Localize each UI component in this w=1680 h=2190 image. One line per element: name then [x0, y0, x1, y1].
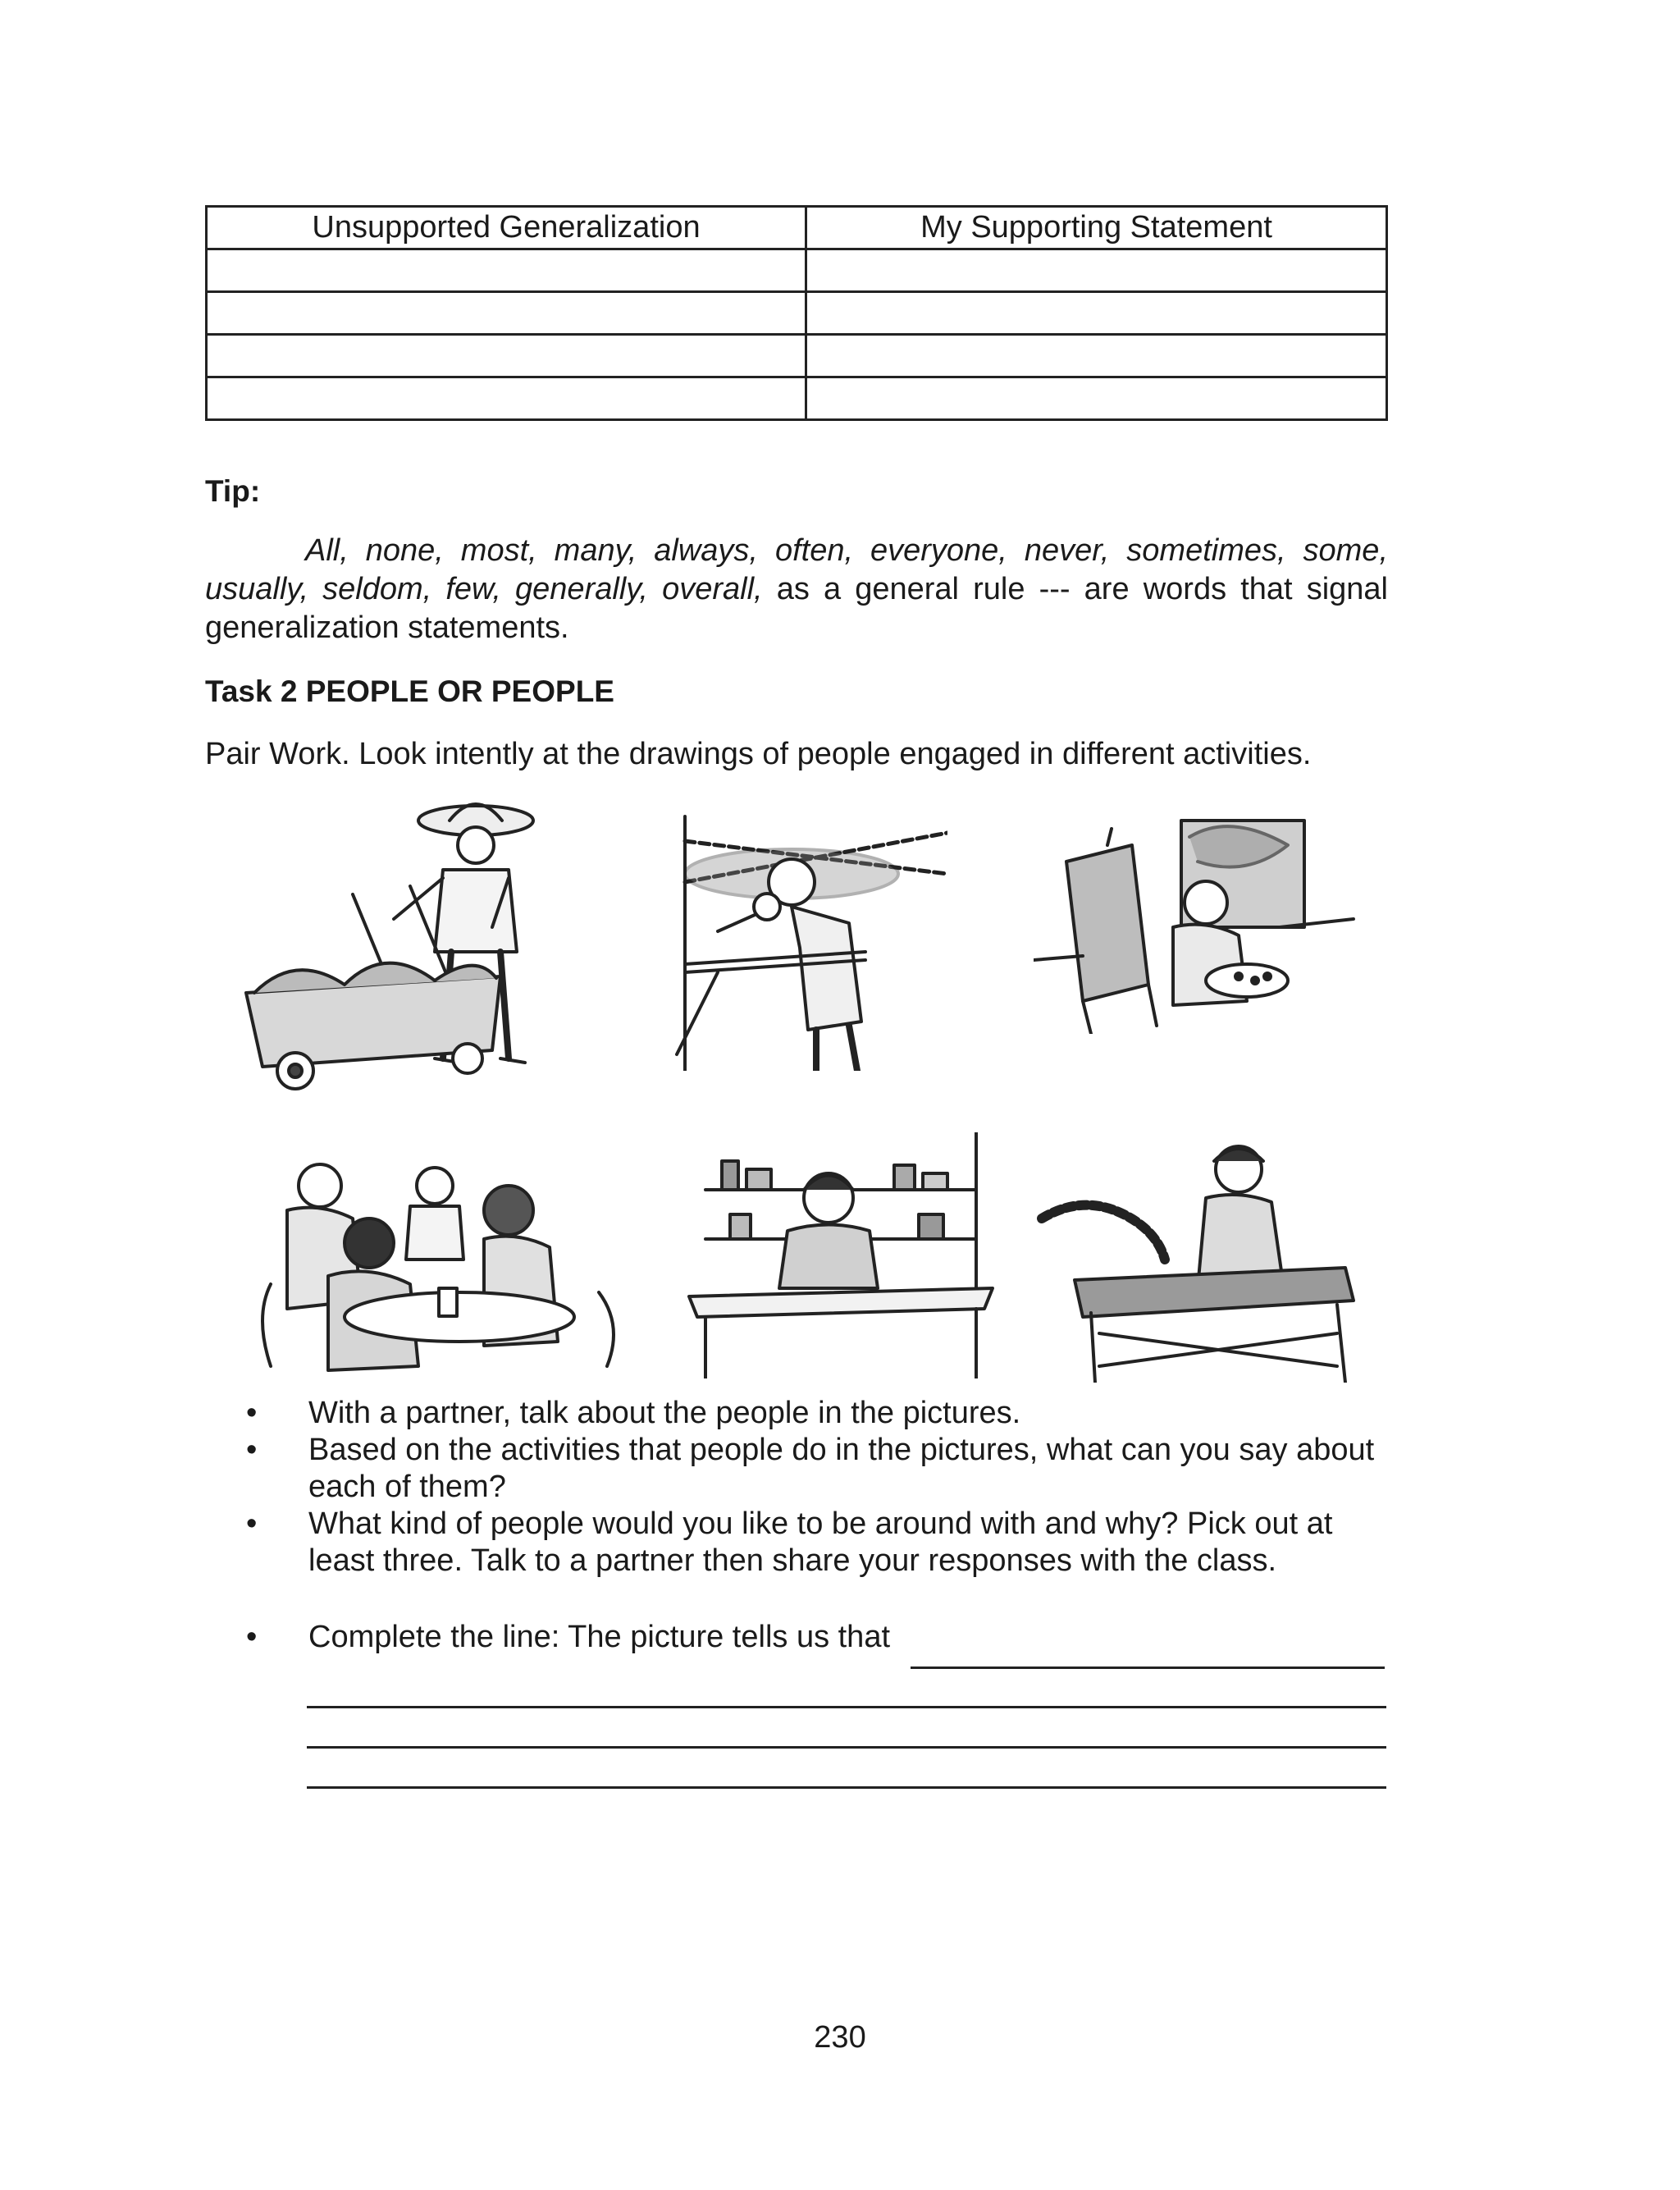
table-cell[interactable] [207, 249, 806, 292]
tip-label: Tip: [205, 474, 261, 508]
table-cell[interactable] [806, 377, 1387, 420]
list-item: • Based on the activities that people do in the pictures, what can you say about each of them? [246, 1433, 1375, 1504]
woman-playing-xylophone-drawing [1034, 1136, 1370, 1383]
vendor-cart-drawing [230, 788, 591, 1100]
table-row [207, 377, 1387, 420]
bullet-dot: • [246, 1506, 258, 1541]
answer-line[interactable] [307, 1786, 1386, 1789]
task-title: Task 2 PEOPLE OR PEOPLE [205, 674, 614, 708]
tip-paragraph [205, 532, 1388, 647]
bullet-dot: • [246, 1620, 258, 1654]
table-cell[interactable] [207, 292, 806, 335]
list-item: • Complete the line: The picture tells us that [246, 1620, 891, 1654]
table-row [207, 335, 1387, 377]
list-item: • With a partner, talk about the people in the pictures. [246, 1396, 1021, 1430]
detective-magnifier-drawing [669, 808, 947, 1071]
header-supporting-statement: My Supporting Statement [806, 207, 1387, 249]
table-row [207, 292, 1387, 335]
woman-at-counter-drawing [681, 1132, 1009, 1378]
table-row [207, 249, 1387, 292]
table-cell[interactable] [207, 377, 806, 420]
answer-line[interactable] [307, 1746, 1386, 1749]
table-cell[interactable] [806, 292, 1387, 335]
page-number: 230 [814, 2020, 866, 2055]
painter-easel-drawing [1034, 812, 1362, 1034]
list-item: • What kind of people would you like to be around with and why? Pick out at least three. Talk to a partner then share your responses with the class. [246, 1506, 1333, 1578]
bullet-list [246, 1395, 1388, 1580]
tip-signal-words: All, none, most, many, always, often, everyone, never, sometimes, some, usually, seldom, few, generally, overall, [205, 533, 1388, 606]
bullet-dot: • [246, 1396, 258, 1430]
tip-explanation: as a general rule --- are words that signal generalization statements. [205, 572, 1388, 645]
table-cell[interactable] [806, 335, 1387, 377]
answer-line[interactable] [911, 1667, 1385, 1669]
answer-line[interactable] [307, 1706, 1386, 1708]
complete-line-item [246, 1619, 1388, 1656]
table-cell[interactable] [207, 335, 806, 377]
header-unsupported-generalization: Unsupported Generalization [207, 207, 806, 249]
task-instruction: Pair Work. Look intently at the drawings of people engaged in different activities. [205, 737, 1312, 771]
bullet-dot: • [246, 1433, 258, 1467]
generalization-table [205, 205, 1388, 421]
table-cell[interactable] [806, 249, 1387, 292]
group-table-chat-drawing [254, 1153, 632, 1374]
